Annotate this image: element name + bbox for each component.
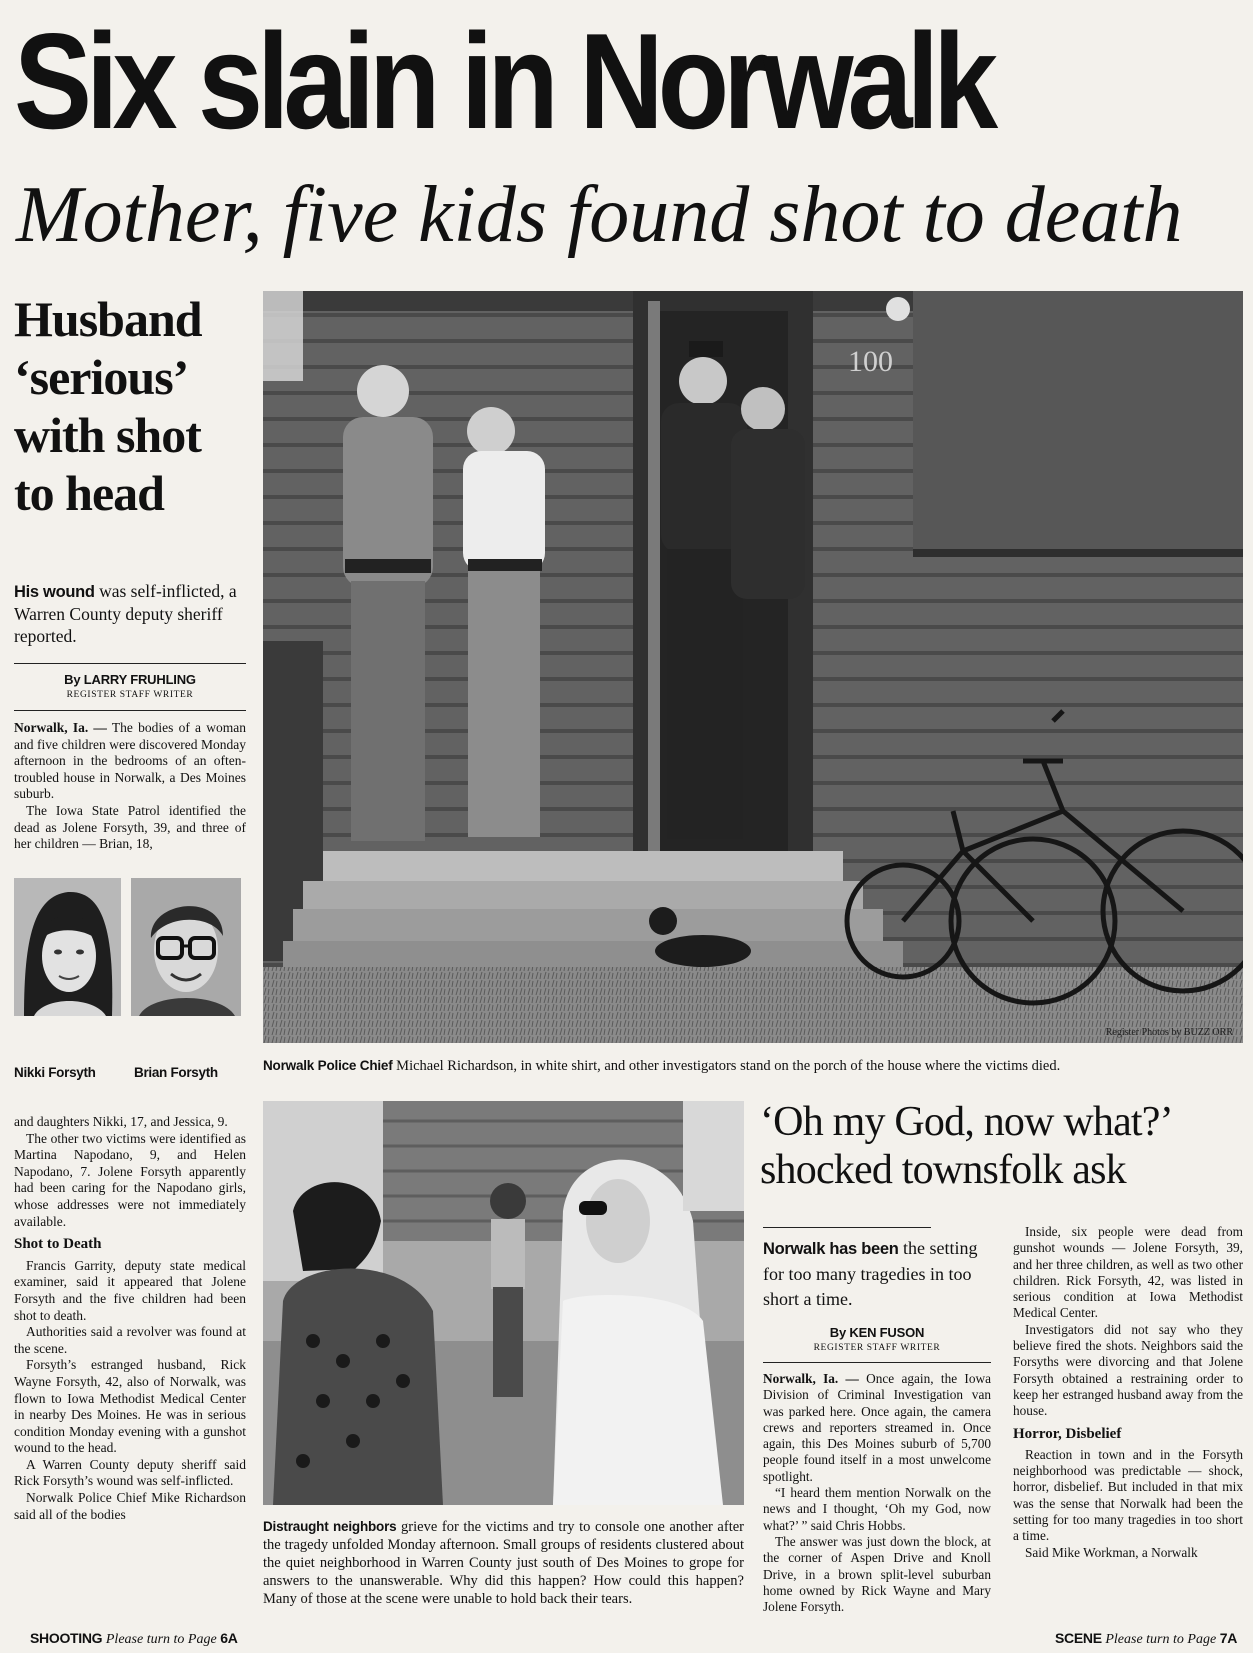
left-para-2: The Iowa State Patrol identified the dead as Jolene Forsyth, 39, and three of her children — Brian, 18, [14, 802, 246, 852]
right-byline: By KEN FUSON [829, 1325, 925, 1340]
right-para-1-text: Once again, the Iowa Division of Criminal Investigation van was parked here. Once again, the camera crews and reporters streamed in. Once again, this Des Moines suburb of 5,700 people found itself in a most unwelcome spotlight. [763, 1371, 991, 1484]
left-para-8: A Warren County deputy sheriff said Rick Forsyth’s wound was self-inflicted. [14, 1456, 246, 1489]
right-story-column-2 [1013, 1224, 1243, 1561]
mugshot-name-brian: Brian Forsyth [134, 1065, 218, 1080]
left-para-4: The other two victims were identified as Martina Napodano, 9, and Helen Napodano, 7. Jolene Forsyth apparently had been caring for the Napodano girls, whose addresses were not immediately available. [14, 1130, 246, 1229]
mugshot-nikki-photo [14, 878, 121, 1016]
right-para-7: Said Mike Workman, a Norwalk [1025, 1544, 1198, 1560]
right-para-1 [763, 1371, 991, 1485]
mugshot-name-nikki: Nikki Forsyth [14, 1065, 96, 1080]
left-jump-word: SHOOTING [30, 1630, 103, 1646]
left-deck-rest: was self-inflicted, a Warren County deputy sheriff reported. [14, 581, 237, 646]
second-photo [263, 1101, 744, 1505]
sub-headline: Mother, five kids found shot to death [16, 171, 1183, 259]
right-jump-page: 7A [1219, 1630, 1238, 1646]
mugshot-nikki-art [14, 878, 121, 1016]
right-jump-text: Please turn to Page [1105, 1632, 1217, 1647]
main-headline: Six slain in Norwalk [14, 5, 993, 157]
second-caption-lead: Distraught neighbors [263, 1519, 397, 1534]
right-jump-word: SCENE [1055, 1630, 1102, 1646]
right-deck-rest: the setting for too many tragedies in too short a time. [763, 1238, 978, 1309]
main-photo-art [263, 291, 1243, 1043]
left-para-5: Francis Garrity, deputy state medical examiner, said it appeared that Jolene Forsyth and the five children had been shot to death. [14, 1257, 246, 1323]
left-byline-title: REGISTER STAFF WRITER [66, 690, 194, 700]
left-para-7: Forsyth’s estranged husband, Rick Wayne Forsyth, 42, also of Norwalk, was flown to Iowa Methodist Medical Center in nearby Des Moines. He was in serious condition Monday evening with a gunshot wound to the head. [14, 1357, 246, 1456]
second-caption-rest: grieve for the victims and try to console one another after the tragedy unfolded Monday afternoon. Small groups of residents clustered about the quiet neighborhood in Warren County just south of Des Moines to grope for answers to the unanswerable. Why did this happen? How could this happen? Many of those at the scene were unable to hold back their tears. [263, 1519, 744, 1607]
right-subhead: Horror, Disbelief [1013, 1425, 1122, 1442]
left-jump-text: Please turn to Page [105, 1632, 217, 1647]
photo-credit: Register Photos by BUZZ ORR [1105, 1027, 1233, 1038]
right-story-column-1 [763, 1371, 991, 1615]
main-photo [263, 291, 1243, 1043]
left-byline-rule-bottom [14, 710, 246, 711]
mugshot-brian-art [131, 878, 241, 1016]
right-para-3: The answer was just down the block, at the corner of Aspen Drive and Knoll Drive, in a brown split-level suburban home owned by Rick Wayne and Mary Jolene Forsyth. [763, 1533, 991, 1615]
main-caption-lead: Norwalk Police Chief [263, 1058, 393, 1073]
right-story-deck [763, 1236, 991, 1312]
left-story-body-bottom [14, 1114, 246, 1523]
house-number: 100 [848, 345, 893, 378]
right-byline-title: REGISTER STAFF WRITER [813, 1343, 941, 1353]
left-story-headline: Husband ‘serious’ with shot to head [14, 291, 202, 521]
right-byline-block [763, 1325, 991, 1353]
right-story-headline: ‘Oh my God, now what?’ shocked townsfolk ask [760, 1099, 1170, 1193]
right-byline-rule [763, 1362, 991, 1363]
left-para-3: and daughters Nikki, 17, and Jessica, 9. [14, 1114, 228, 1129]
right-deck-lead: Norwalk has been [763, 1240, 899, 1258]
left-subhead: Shot to Death [14, 1236, 102, 1253]
right-para-4: Inside, six people were dead from gunshot wounds — Jolene Forsyth, 39, and her three children, as well as two other children. Rick Forsyth, 42, was listed in serious condition at Iowa Methodist Medical Center. [1013, 1224, 1243, 1321]
left-byline-rule-top [14, 663, 246, 664]
right-para-6: Reaction in town and in the Forsyth neighborhood was predictable — shock, horror, disbelief. But included in that mix was the sense that Norwalk had been the setting for too many tragedies in too short a time. [1013, 1446, 1243, 1544]
left-para-9: Norwalk Police Chief Mike Richardson said all of the bodies [14, 1490, 246, 1522]
right-para-2: “I heard them mention Norwalk on the news and I thought, ‘Oh my God, now what?’ ” said Chris Hobbs. [763, 1485, 991, 1533]
left-byline: By LARRY FRUHLING [64, 672, 196, 687]
left-story-body-top [14, 720, 246, 853]
left-story-deck [14, 580, 246, 647]
right-dateline: Norwalk, Ia. — [763, 1371, 859, 1386]
left-para-6: Authorities said a revolver was found at the scene. [14, 1324, 246, 1356]
main-caption-rest: Michael Richardson, in white shirt, and other investigators stand on the porch of the house where the victims died. [392, 1058, 1061, 1074]
right-deck-rule [763, 1227, 931, 1228]
left-jump-page: 6A [220, 1630, 238, 1646]
left-deck-lead: His wound [14, 583, 95, 601]
left-jump-line [30, 1630, 238, 1648]
left-para-1 [14, 720, 246, 803]
left-para-1-text: The bodies of a woman and five children were discovered Monday afternoon in the bedrooms of an often-troubled house in Norwalk, a Des Moines suburb. [14, 720, 246, 802]
right-jump-line [1055, 1630, 1237, 1648]
mugshot-brian-photo [131, 878, 241, 1016]
second-photo-art [263, 1101, 744, 1505]
main-photo-caption [263, 1057, 1238, 1075]
left-byline-block [14, 672, 246, 700]
second-photo-caption [263, 1518, 744, 1608]
right-para-5: Investigators did not say who they believe fired the shots. Neighbors said the Forsyths were divorcing and that Jolene Forsyth obtained a restraining order to keep her estranged husband away from the house. [1013, 1321, 1243, 1419]
left-dateline: Norwalk, Ia. — [14, 720, 107, 735]
